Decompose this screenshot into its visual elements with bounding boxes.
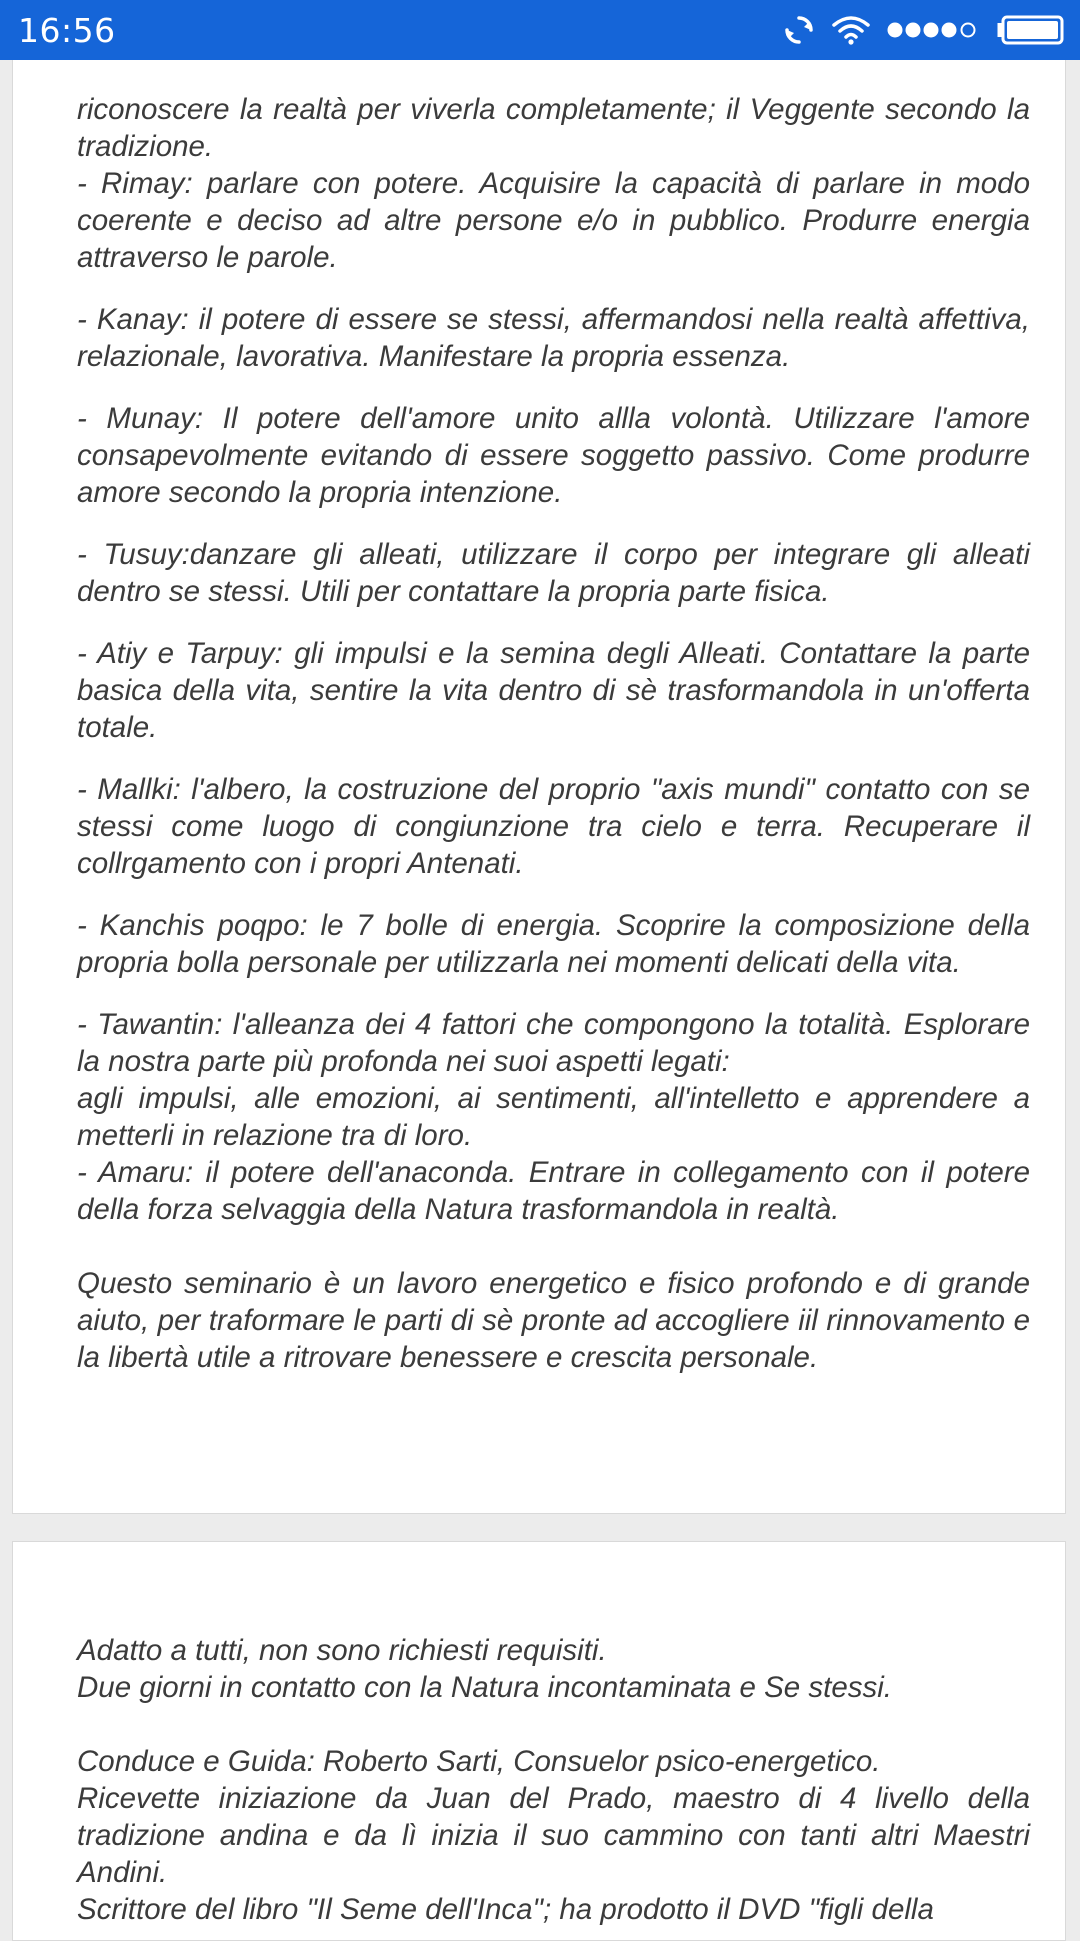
paragraph-tawantin: - Tawantin: l'alleanza dei 4 fattori che compongono la totalità. Esplorare la nostra parte più profonda nei suoi aspetti legati:	[77, 1008, 1030, 1078]
info-scrittore: Scrittore del libro "Il Seme dell'Inca"; ha prodotto il DVD "figli della	[77, 1893, 934, 1926]
info-requisiti: Adatto a tutti, non sono richiesti requisiti.	[77, 1634, 607, 1667]
paragraph-veggente: riconoscere la realtà per viverla completamente; il Veggente secondo la tradizione.	[77, 93, 1030, 163]
info-card	[12, 1541, 1066, 1941]
info-natura: Due giorni in contatto con la Natura incontaminata e Se stessi.	[77, 1671, 892, 1704]
paragraph-rimay: - Rimay: parlare con potere. Acquisire la capacità di parlare in modo coerente e deciso ad altre persone e/o in pubblico. Produrre energia attraverso le parole.	[77, 167, 1030, 274]
paragraph-tusuy: - Tusuy:danzare gli alleati, utilizzare il corpo per integrare gli alleati dentro se stessi. Utili per contattare la propria parte fisica.	[77, 538, 1030, 608]
paragraph-seminario: Questo seminario è un lavoro energetico e fisico profondo e di grande aiuto, per traformare le parti di sè pronte ad accogliere iil rinnovamento e la libertà utile a ritrovare benessere e crescita personale.	[77, 1267, 1030, 1374]
paragraph-kanchis-poqpo: - Kanchis poqpo: le 7 bolle di energia. Scoprire la composizione della propria bolla personale per utilizzarla nei momenti delicati della vita.	[77, 909, 1030, 979]
article-card	[12, 60, 1066, 1514]
battery-icon	[996, 15, 1064, 45]
paragraph-amaru: - Amaru: il potere dell'anaconda. Entrare in collegamento con il potere della forza selvaggia della Natura trasformandola in realtà.	[77, 1156, 1030, 1226]
status-icons	[782, 13, 1064, 47]
info-text	[77, 1632, 1030, 1928]
paragraph-kanay: - Kanay: il potere di essere se stessi, affermandosi nella realtà affettiva, relazionale, lavorativa. Manifestare la propria essenza.	[77, 303, 1030, 373]
wifi-icon	[832, 15, 870, 45]
info-iniziazione: Ricevette iniziazione da Juan del Prado, maestro di 4 livello della tradizione andina e da lì inizia il suo cammino con tanti altri Maestri Andini.	[77, 1782, 1030, 1889]
article-text	[77, 91, 1030, 1376]
signal-icon	[886, 20, 980, 40]
paragraph-mallki: - Mallki: l'albero, la costruzione del proprio "axis mundi" contatto con se stessi come luogo di congiunzione tra cielo e terra. Recuperare il collrgamento con i propri Antenati.	[77, 773, 1030, 880]
paragraph-atiy-tarpuy: - Atiy e Tarpuy: gli impulsi e la semina degli Alleati. Contattare la parte basica della vita, sentire la vita dentro di sè trasformandola in un'offerta totale.	[77, 637, 1030, 744]
status-bar	[0, 0, 1080, 60]
info-conduce: Conduce e Guida: Roberto Sarti, Consuelor psico-energetico.	[77, 1745, 881, 1778]
status-time: 16:56	[18, 10, 116, 50]
paragraph-tawantin-cont: agli impulsi, alle emozioni, ai sentimenti, all'intelletto e apprendere a metterli in relazione tra di loro.	[77, 1082, 1030, 1152]
sync-icon	[782, 13, 816, 47]
paragraph-munay: - Munay: Il potere dell'amore unito allla volontà. Utilizzare l'amore consapevolmente evitando di essere soggetto passivo. Come produrre amore secondo la propria intenzione.	[77, 402, 1030, 509]
